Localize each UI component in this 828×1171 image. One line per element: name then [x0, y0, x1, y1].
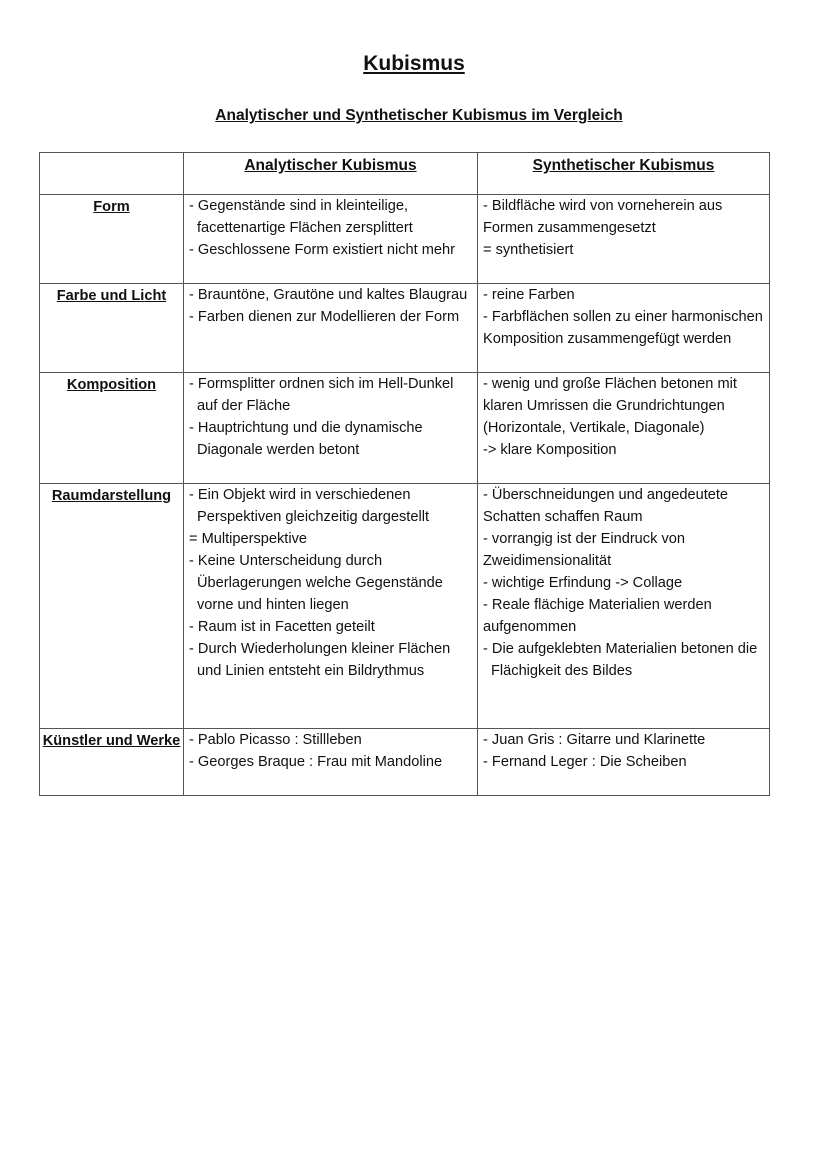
header-analytisch: Analytischer Kubismus	[184, 153, 478, 195]
list-item: - wichtige Erfindung -> Collage	[483, 575, 683, 591]
row-label-form: Form	[40, 195, 184, 284]
list-item: - wenig und große Flächen betonen mit klaren Umrissen die Grundrichtungen (Horizontale, Vertikale, Diagonale)	[483, 376, 737, 436]
list-item: - Geschlossene Form existiert nicht mehr	[189, 242, 456, 258]
list-item: - Überschneidungen und angedeutete Schatten schaffen Raum	[483, 487, 729, 525]
list-item: - Georges Braque : Frau mit Mandoline	[189, 754, 443, 770]
list-item: - Juan Gris : Gitarre und Klarinette	[483, 732, 706, 748]
cell-synthetisch	[478, 484, 770, 729]
list-item: - Bildfläche wird von vorneherein aus Formen zusammengesetzt	[483, 198, 723, 236]
cell-analytisch	[184, 195, 478, 284]
cell-analytisch	[184, 373, 478, 484]
row-label-farbe-und-licht: Farbe und Licht	[40, 284, 184, 373]
header-empty-cell	[40, 153, 184, 195]
table-row	[40, 373, 770, 484]
list-item: - Pablo Picasso : Stillleben	[189, 732, 362, 748]
list-item: - Hauptrichtung und die dynamische Diagonale werden betont	[189, 420, 423, 458]
row-label-raumdarstellung: Raumdarstellung	[40, 484, 184, 729]
table-row	[40, 195, 770, 284]
page-title: Kubismus	[363, 52, 465, 75]
row-label-komposition: Komposition	[40, 373, 184, 484]
list-item: -> klare Komposition	[483, 442, 617, 458]
table-row	[40, 484, 770, 729]
cell-analytisch	[184, 729, 478, 796]
list-item: - Reale flächige Materialien werden aufgenommen	[483, 597, 712, 635]
list-item: = synthetisiert	[483, 242, 574, 258]
table-header-row	[40, 153, 770, 195]
list-item: - Durch Wiederholungen kleiner Flächen und Linien entsteht ein Bildrythmus	[189, 641, 451, 679]
list-item: - Keine Unterscheidung durch Überlagerungen welche Gegenstände vorne und hinten liegen	[189, 553, 443, 613]
cell-synthetisch	[478, 195, 770, 284]
list-item: - Ein Objekt wird in verschiedenen Perspektiven gleichzeitig dargestellt	[189, 487, 430, 525]
row-label-kuenstler-und-werke: Künstler und Werke	[40, 729, 184, 796]
cell-analytisch	[184, 484, 478, 729]
list-item: - Gegenstände sind in kleinteilige, facettenartige Flächen zersplittert	[189, 198, 413, 236]
header-synthetisch: Synthetischer Kubismus	[478, 153, 770, 195]
list-item: - Fernand Leger : Die Scheiben	[483, 754, 687, 770]
list-item: - Die aufgeklebten Materialien betonen die Flächigkeit des Bildes	[483, 641, 758, 679]
cell-synthetisch	[478, 729, 770, 796]
list-item: - Raum ist in Facetten geteilt	[189, 619, 375, 635]
cell-synthetisch	[478, 373, 770, 484]
table-row	[40, 284, 770, 373]
list-item: - Brauntöne, Grautöne und kaltes Blaugrau	[189, 287, 468, 303]
list-item: - Formsplitter ordnen sich im Hell-Dunkel auf der Fläche	[189, 376, 454, 414]
list-item: - reine Farben	[483, 287, 575, 303]
list-item: - Farbflächen sollen zu einer harmonischen Komposition zusammengefügt werden	[483, 309, 763, 347]
list-item: - vorrangig ist der Eindruck von Zweidimensionalität	[483, 531, 685, 569]
cell-synthetisch	[478, 284, 770, 373]
list-item: - Farben dienen zur Modellieren der Form	[189, 309, 460, 325]
cell-analytisch	[184, 284, 478, 373]
list-item: = Multiperspektive	[189, 531, 308, 547]
comparison-table	[39, 152, 770, 796]
table-row	[40, 729, 770, 796]
page-subtitle: Analytischer und Synthetischer Kubismus im Vergleich	[215, 107, 623, 124]
